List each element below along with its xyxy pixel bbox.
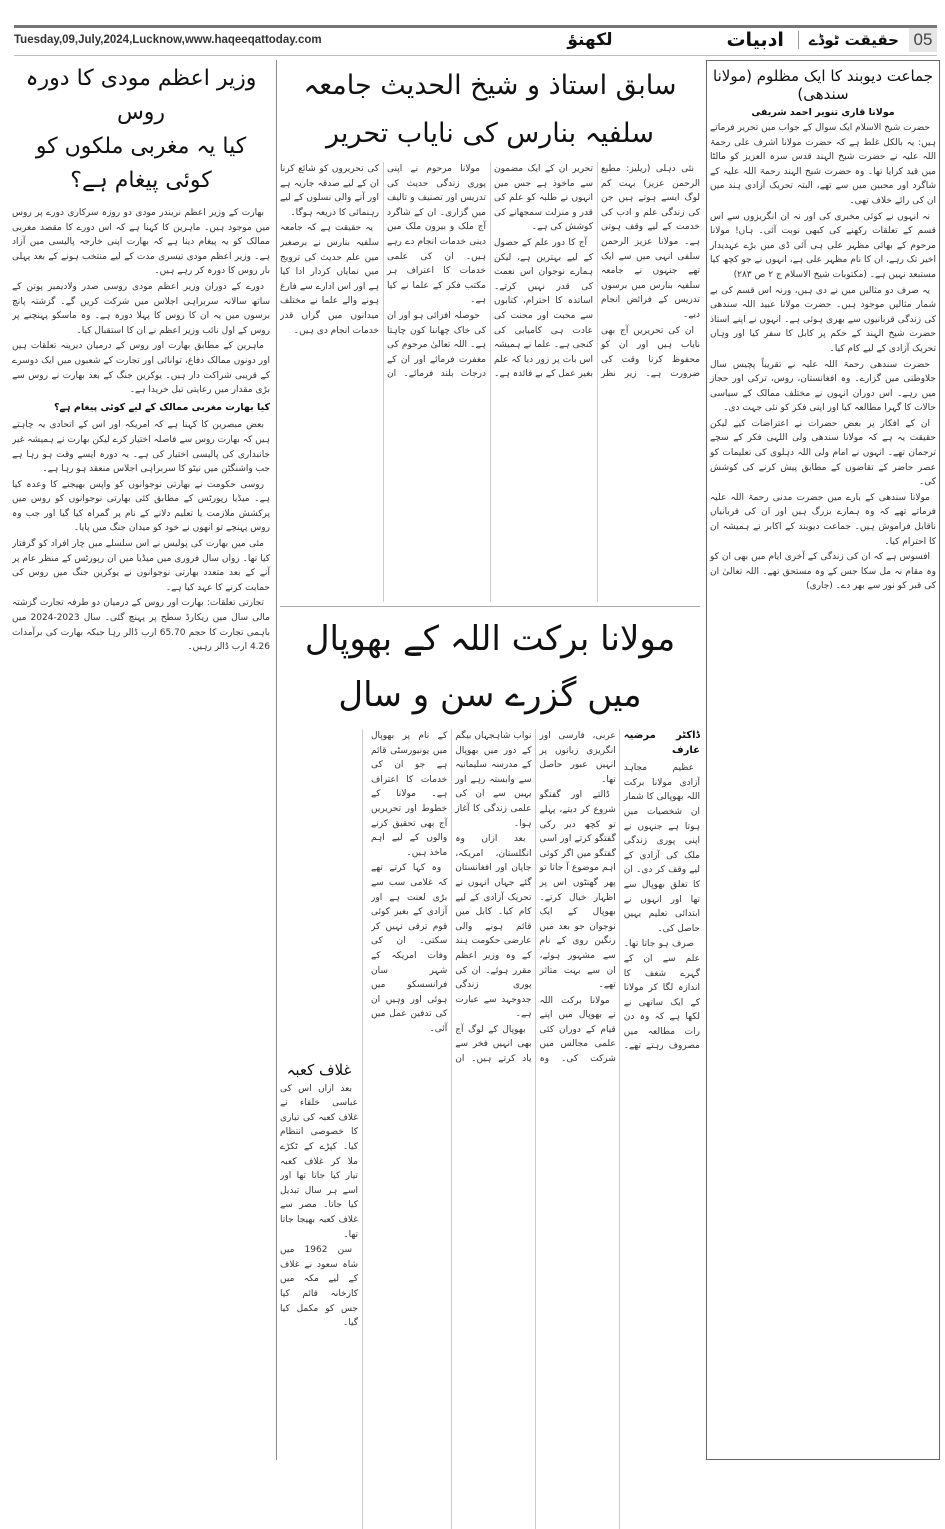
paragraph: ڈالتے اور گفتگو شروع کر دیتے، پہلے تو کچھ دیر رکی گفتگو کرتے اور اسی گفتگو میں اگر کوئی اہم موضوع آ جاتا تو پھر گھنٹوں اس پر اظہار خیال کرتے۔ بھوپال کے ایک نوجوان جو بعد میں رنگین روی کے نام سے مشہور ہوئے، ان سے بہت متاثر تھے۔ [539,790,616,991]
middle-section [280,60,700,1460]
paragraph: آج کا دور علم کے حصول کے لیے بہترین ہے، لیکن ہمارے نوجوان اس نعمت کی قدر نہیں کرتے۔ اساتذہ کا احترام، کتابوں سے محبت اور محنت کی عادت ہی کامیابی کی کنجی ہے۔ علما نے ہمیشہ اس بات پر زور دیا کہ علم بغیر عمل کے بے فائدہ ہے۔ [494,237,593,380]
byline: ڈاکٹر مرضیہ عارف [623,730,700,756]
right-article [706,60,940,1460]
paragraph: مولانا مرحوم نے اپنی پوری زندگی حدیث کی تدریس اور تصنیف و تالیف میں گزاری۔ ان کے شاگرد آج ملک و بیرون ملک میں دینی خدمات انجام دے رہے ہیں۔ ان کی علمی خدمات کا اعتراف ہر مکتب فکر کے علما نے کیا ہے۔ [387,164,486,306]
paragraph: نہ انہوں نے کوئی مخبری کی اور نہ ان انگریزوں سے اس قسم کے تعلقات رکھنے کی کبھی نوبت آئی۔ ہاں! مولانا مرحوم کے بھائی مظہر علی ہی آئی ڈی میں بڑے عہدیدار اخیر تک رہے، ان کا نام مظہر علی ہے، انہوں نے جو کچھ کیا مستبعد نہیں ہے۔ (مکتوبات شیخ الاسلام ج ۲ ص ۲۸۳) [710,211,936,280]
top-article-body [280,162,700,602]
paragraph: صرف ہو جاتا تھا۔ علم سے ان کے گہرے شغف کا اندازہ لگا کر مولانا کے ایک ساتھی نے لکھا ہے کہ وہ دن رات مطالعہ میں مصروف رہتے تھے۔ عربی، فارسی اور انگریزی زبانوں پر انہیں عبور حاصل تھا۔ [539,731,700,1052]
section-title: ادبیات [726,29,784,51]
left-article [12,60,277,1460]
byline: مولانا قاری تنویر احمد شریفی [751,107,895,118]
bottom-article-body [371,729,700,1529]
header-top-rule [14,25,937,28]
paragraph: ان کے افکار پر بعض حضرات نے اعتراضات کیے لیکن حقیقت یہ ہے کہ مولانا سندھی ولی اللہی فکر کے سچے ترجمان تھے۔ انہوں نے امام ولی اللہ دہلوی کی تعلیمات کو عصر حاضر کے تقاضوں کے مطابق پیش کرنے کی کوشش کی۔ [710,418,936,488]
left-article-headline [12,62,270,198]
paragraph: ماہرین کے مطابق بھارت اور روس کے درمیان دیرینہ تعلقات ہیں اور دونوں ممالک دفاع، توانائی اور تجارت کے شعبوں میں ایک دوسرے کے قریبی شراکت دار ہیں۔ یوکرین جنگ کے بعد بھارت نے روس سے بڑی مقدار میں رعایتی تیل خریدا ہے۔ [12,341,270,396]
paragraph: روسی حکومت نے بھارتی نوجوانوں کو واپس بھیجنے کا وعدہ کیا ہے۔ میڈیا رپورٹس کے مطابق کئی بھارتی نوجوانوں کو روس میں پرکشش ملازمت یا تعلیم دلانے کے نام پر گمراہ کیا گیا اور جب وہ روس پہنچے تو انھوں نے خود کو میدان جنگ میں پایا۔ [12,479,270,534]
paragraph: بھارت کے وزیر اعظم نریندر مودی دو روزہ سرکاری دورے پر روس میں موجود ہیں۔ ماہرین کا کہنا ہے کہ اس دورے کا مقصد مغربی ممالک کو یہ پیغام دینا ہے کہ بھارت اپنی خارجہ پالیسی میں آزاد ہے۔ وزیر اعظم مودی تیسری مدت کے لیے منتخب ہونے کے بعد پہلی بار روس کا دورہ کر رہے ہیں۔ [12,208,270,277]
newspaper-logo: حقیقت ٹوڈے [798,31,909,49]
paragraph: وہ کہا کرتے تھے کہ غلامی سب سے بڑی لعنت ہے اور آزادی کے بغیر کوئی قوم ترقی نہیں کر سکتی۔ ان کی وفات امریکہ کے شہر سان فرانسسکو میں ہوئی اور وہیں ان کی تدفین عمل میں آئی۔ [371,863,448,1034]
page-header [14,29,937,51]
paragraph: حوصلہ افزائی ہو اور ان کی خاک چھاننا کون چاہتا ہے۔ اللہ تعالیٰ مرحوم کی مغفرت فرمائے اور ان کے درجات بلند فرمائے۔ ان کی تحریروں کو شائع کرنا ان کے لیے صدقہ جاریہ ہے اور آنے والی نسلوں کے لیے رہنمائی کا ذریعہ ہوگا۔ [280,164,486,380]
paragraph: بھوپال کے لوگ آج بھی انہیں فخر سے یاد کرتے ہیں۔ ان کے نام پر بھوپال میں یونیورسٹی قائم ہے جو ان کی خدمات کا اعتراف ہے۔ مولانا کے خطوط اور تحریریں آج بھی تحقیق کرنے والوں کے لیے اہم ماخذ ہیں۔ [371,731,532,1065]
paragraph: دورے کے دوران وزیر اعظم مودی روسی صدر ولادیمیر پوتن کے ساتھ سالانہ سربراہی اجلاس میں شرکت کریں گے۔ گزشتہ پانچ برسوں میں یہ ان کا روس کا پہلا دورہ ہے۔ وہ ماسکو پہنچنے پر روس کے اول نائب وزیر اعظم نے ان کا استقبال کیا۔ [12,281,270,336]
paragraph: ان کی تحریریں آج بھی نایاب ہیں اور ان کو محفوظ کرنا وقت کی ضرورت ہے۔ زیر نظر تحریر ان کے ایک مضمون سے ماخوذ ہے جس میں انہوں نے طلبہ کو علم کی قدر و منزلت سمجھانے کی کوشش کی ہے۔ [494,164,700,380]
paragraph: بعض مبصرین کا کہنا ہے کہ امریکہ اور اس کے اتحادی یہ چاہتے ہیں کہ بھارت روس سے فاصلہ اختیار کرے لیکن بھارت نے ہمیشہ غیر جانبداری کی پالیسی اختیار کی ہے۔ یہ دورہ ایسے وقت ہو رہا ہے جب واشنگٹن میں نیٹو کا سربراہی اجلاس منعقد ہو رہا ہے۔ [12,420,270,475]
dateline: Tuesday,09,July,2024,Lucknow,www.haqeeqattoday.com [14,34,322,46]
paragraph: عظیم مجاہد آزادی مولانا برکت اللہ بھوپالی کا شمار ان شخصیات میں ہوتا ہے جنہوں نے اپنی پوری زندگی ملک کی آزادی کے لیے وقف کر دی۔ ان کا تعلق بھوپال سے تھا اور انہوں نے ابتدائی تعلیم یہیں حاصل کی۔ [623,763,700,934]
paragraph: مئی میں بھارت کی پولیس نے اس سلسلے میں چار افراد کو گرفتار کیا تھا۔ رواں سال فروری میں میڈیا میں ان رپورٹس کے منظر عام پر آنے کے بعد متعدد بھارتی نوجوانوں نے یوکرین جنگ میں روس کی حمایت کرنے کا عہد کیا ہے۔ [12,539,270,593]
paragraph: یہ صرف دو مثالیں میں نے دی ہیں، ورنہ اس قسم کی بے شمار مثالیں موجود ہیں۔ حضرت مولانا عبید اللہ سندھی کی زندگی قربانیوں سے بھری ہوئی ہے۔ انہوں نے اپنے استاذ حضرت شیخ الہند کے حکم پر کابل کا سفر کیا اور وہاں تحریک آزادی کے لیے کام کیا۔ [710,285,936,354]
left-article-body [12,206,270,655]
right-article-body [710,121,936,594]
paragraph: مولانا سندھی کے بارے میں حضرت مدنی رحمۃ اللہ علیہ فرماتے تھے کہ وہ ہمارے بزرگ ہیں اور ان کی قربانیاں ناقابل فراموش ہیں۔ جماعت دیوبند کے اکابر نے ہمیشہ ان کا احترام کیا۔ [710,492,936,547]
paragraph: تجارتی تعلقات: بھارت اور روس کے درمیان دو طرفہ تجارت گزشتہ مالی سال میں ریکارڈ سطح پر پہنچ گئی۔ سال 2023-2024 میں باہمی تجارت کا حجم 65.70 ارب ڈالر رہا جبکہ بھارت کی برآمدات 4.26 ارب ڈالر رہیں۔ [12,598,271,653]
paragraph: حضرت سندھی رحمۃ اللہ علیہ نے تقریباً پچیس سال جلاوطنی میں گزارے۔ وہ افغانستان، روس، ترکی اور حجاز میں رہے۔ اس دوران انہوں نے مختلف ممالک کے سیاسی حالات کا گہرا مطالعہ کیا اور اپنی فکر کو نئی جہت دی۔ [710,359,936,414]
top-article-headline: سابق استاذ و شیخ الحدیث جامعہ سلفیہ بنارس کی نایاب تحریر [303,70,677,149]
headline-line-1: وزیر اعظم مودی کا دورہ روس [25,66,257,125]
bottom-article [280,729,700,1529]
header-bottom-rule [14,55,937,56]
paragraph: سن 1962 میں شاہ سعود نے غلاف کے لیے مکہ میں کارخانہ قائم کیا جس کو مکمل کیا گیا۔ [280,1245,358,1329]
edition-city: لکھنؤ [567,30,613,50]
headline-line-2: کیا یہ مغربی ملکوں کو کوئی پیغام ہے؟ [35,134,247,193]
paragraph: افسوس ہے کہ ان کی زندگی کے آخری ایام میں بھی ان کو وہ مقام نہ مل سکا جس کے وہ مستحق تھے۔ اللہ تعالیٰ ان کی قبر کو نور سے بھر دے۔ (جاری) [710,552,936,592]
paragraph: بعد ازاں اس کی عباسی خلفاء نے غلاف کعبہ کی تیاری کا خصوصی انتظام کیا۔ کپڑے کے ٹکڑے ملا کر غلاف کعبہ تیار کیا جاتا تھا اور اسے ہر سال تبدیل کیا جاتا۔ مصر سے غلاف کعبہ بھیجا جاتا تھا۔ [280,1083,358,1240]
page-number: 05 [909,28,937,52]
side-article-headline: غلاف کعبہ [286,1061,352,1079]
side-article-kaaba-cover [280,729,363,1529]
right-article-headline: جماعت دیوبند کا ایک مظلوم (مولانا سندھی) [713,67,933,103]
masthead [567,29,937,51]
paragraph: نئی دہلی (ریلیز: مطیع الرحمن عزیز) بہت کم لوگ ایسے ہوتے ہیں جن کی زندگی علم و ادب کی خدمت کے لیے وقف ہوتی ہے۔ مولانا عزیز الرحمن سلفی انہی میں سے ایک تھے جنہوں نے جامعہ سلفیہ بنارس میں برسوں تدریس کے فرائض انجام دیے۔ [601,164,700,320]
paragraph: حضرت شیخ الاسلام ایک سوال کے جواب میں تحریر فرماتے ہیں: یہ بالکل غلط ہے کہ حضرت مولانا اشرف علی رحمۃ اللہ علیہ نے حضرت شیخ الہند قدس سرہ العزیز کو مالٹا میں قید کرایا تھا۔ وہ حضرت شیخ الہند رحمۃ اللہ علیہ کے شاگرد اور محبین میں سے تھے، البتہ تحریک آزادی ہند میں ان کی رائے خلاف تھی۔ [710,123,936,206]
paragraph: مولانا برکت اللہ نے بھوپال میں اپنے قیام کے دوران کئی علمی مجالس میں شرکت کی۔ وہ نواب شاہجہاں بیگم کے دور میں بھوپال کے مدرسہ سلیمانیہ سے وابستہ رہے اور یہیں سے ان کی علمی زندگی کا آغاز ہوا۔ [455,731,616,1065]
paragraph: یہ حقیقت ہے کہ جامعہ سلفیہ بنارس نے برصغیر میں علم حدیث کی ترویج میں نمایاں کردار ادا کیا ہے اور اس ادارے سے فارغ ہونے والے علما نے مختلف میدانوں میں گراں قدر خدمات انجام دی ہیں۔ [280,223,379,336]
subheading: کیا بھارت مغربی ممالک کے لیے کوئی پیغام ہے؟ [53,401,270,413]
paragraph: بعد ازاں وہ انگلستان، امریکہ، جاپان اور افغانستان گئے جہاں انہوں نے تحریک آزادی کے لیے کام کیا۔ کابل میں قائم ہونے والی عارضی حکومت ہند کے وہ وزیر اعظم مقرر ہوئے۔ ان کی پوری زندگی جدوجہد سے عبارت ہے۔ [455,834,532,1020]
bottom-article-headline: مولانا برکت اللہ کے بھوپال میں گزرے سن و سال [280,606,700,723]
